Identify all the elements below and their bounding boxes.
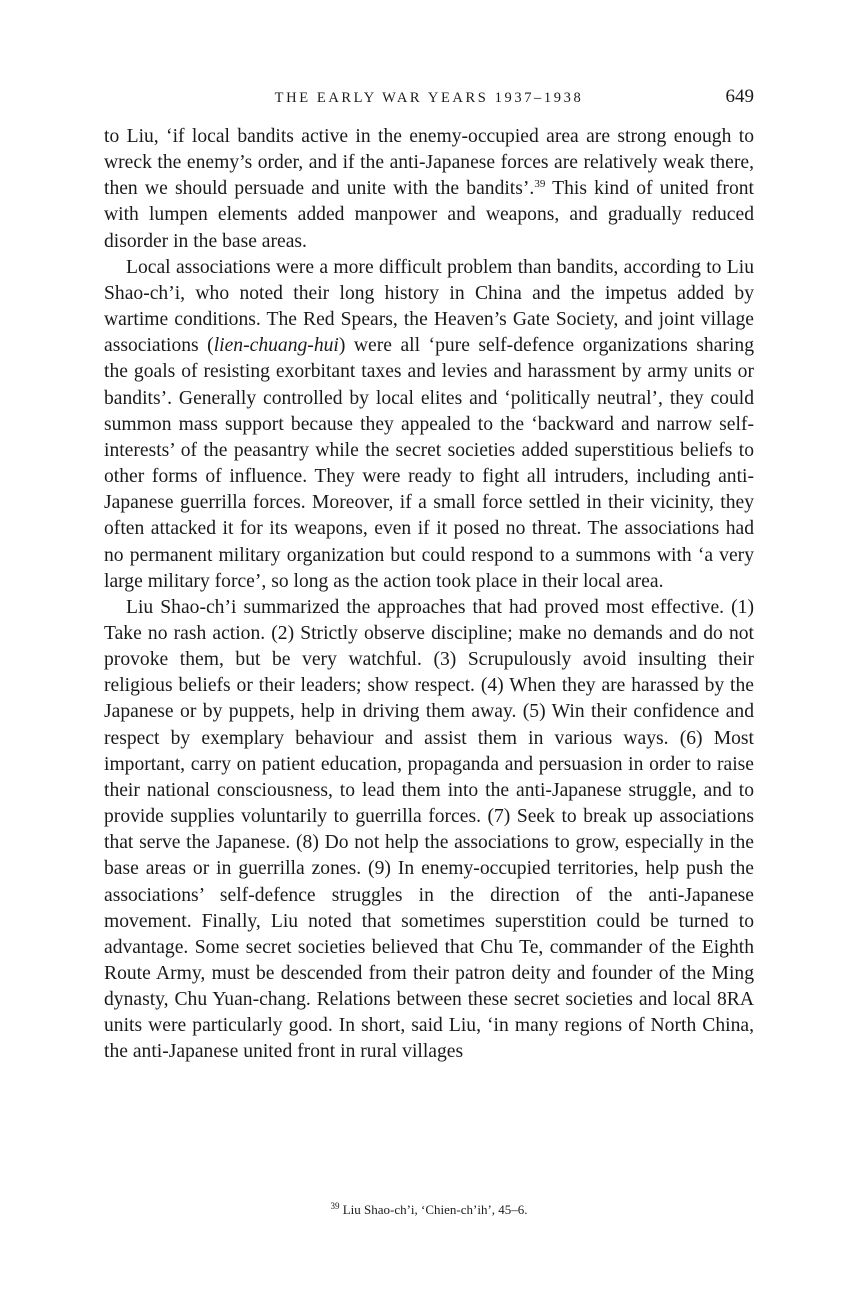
paragraph-3-text: Liu Shao-ch’i summarized the approaches that had proved most effective. (1) Take no rash action. (2) Strictly observe discipline; make no demands and do not provoke them, but be very watchful. (3) Scrupulously avoid insulting their religious beliefs or their leaders; show respect. (4) When they are harassed by the Japanese or by puppets, help in driving them away. (5) Win their confidence and respect by exemplary behaviour and assist them in various ways. (6) Most important, carry on patient education, propaganda and persuasion in order to raise their national consciousness, to lead them into the anti-Japanese struggle, and to provide supplies voluntarily to guerrilla forces. (7) Seek to break up associations that serve the Japanese. (8) Do not help the associations to grow, especially in the base areas or in guerrilla zones. (9) In enemy-occupied territories, help push the associations’ self-defence struggles in the direction of the anti-Japanese movement. Finally, Liu noted that sometimes superstition could be turned to advantage. Some secret societies believed that Chu Te, commander of the Eighth Route Army, must be descended from their patron deity and founder of the Ming dynasty, Chu Yuan-chang. Relations between these secret societies and local 8RA units were particularly good. In short, said Liu, ‘in many regions of North China, the anti-Japanese united front in rural villages: [104, 596, 754, 1063]
paragraph-2-text-b: ) were all ‘pure self-defence organizations sharing the goals of resisting exorbitant taxes and levies and harassment by army units or bandits’. Generally controlled by local elites and ‘politically neutral’, they could summon mass support because they appealed to the ‘backward and narrow self-interests’ of the peasantry while the secret societies added superstitious beliefs to other forms of influence. They were ready to fight all intruders, including anti-Japanese guerrilla forces. Moreover, if a small force settled in their vicinity, they often attacked it for its weapons, even if it posed no threat. The associations had no permanent military organization but could respond to a summons with ‘a very large military force’, so long as the action took place in their local area.: [104, 335, 754, 592]
paragraph-2-text-a: Local associations were a more difficult problem than bandits, according to Liu Shao-ch’i, who noted their long history in China and the impetus added by wartime conditions. The Red Spears, the Heaven’s Gate Society, and joint village associations (: [104, 256, 754, 357]
body-text: [104, 124, 754, 1066]
running-head: THE EARLY WAR YEARS 1937–1938: [274, 90, 584, 106]
paragraph-3: [104, 595, 754, 1066]
page-header: [104, 86, 754, 112]
page-number: 649: [725, 86, 754, 107]
italic-term: lien-chuang-hui: [213, 335, 339, 357]
paragraph-2: [104, 255, 754, 595]
paragraph-1: [104, 124, 754, 255]
paragraph-1-text-a: to Liu, ‘if local bandits active in the enemy-occupied area are strong enough to wreck the enemy’s order, and if the anti-Japanese forces are relatively weak there, then we should persuade and unite with the bandits’.: [104, 126, 754, 200]
footnote-reference: 39: [534, 178, 546, 191]
footnote-text: Liu Shao-ch’i, ‘Chien-ch’ih’, 45–6.: [339, 1202, 528, 1217]
footnote-number: 39: [330, 1201, 340, 1211]
paragraph-1-text-b: This kind of united front with lumpen elements added manpower and weapons, and gradually reduced disorder in the base areas.: [104, 178, 754, 252]
footnote: [104, 1202, 754, 1218]
